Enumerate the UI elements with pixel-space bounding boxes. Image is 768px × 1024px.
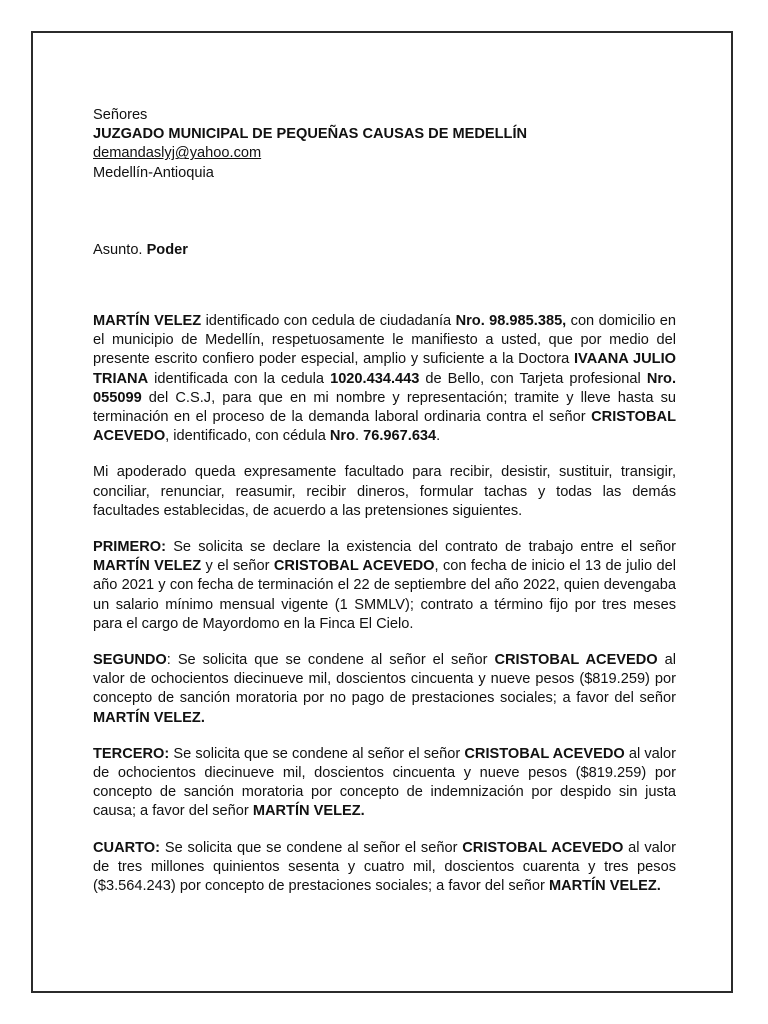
defendant-id: 76.967.634: [363, 428, 437, 445]
intro-paragraph: MARTÍN VELEZ identificado con cedula de ciudadanía Nro. 98.985.385, con domicilio en el municipio de Medellín, respetuosamente le manifiesto a usted, que por medio del presente escrito confiero poder especial, amplio y suficiente a la Doctora IVAANA JULIO TRIANA identificada con la cedula 1020.434.443 de Bello, con Tarjeta profesional Nro. 055099 del C.S.J, para que en mi nombre y representación; tramite y lleve hasta su terminación en el proceso de la demanda laboral ordinaria contra el señor CRISTOBAL ACEVEDO, identificado, con cédula Nro. 76.967.634.: [93, 313, 676, 445]
grantor-name: MARTÍN VELEZ: [93, 313, 202, 330]
subject-value: Poder: [146, 241, 188, 258]
claim-label: SEGUNDO: [93, 652, 167, 669]
subject-line: [93, 241, 676, 260]
document-body: [93, 106, 676, 896]
claim-label: CUARTO:: [93, 839, 161, 856]
lawyer-id: 1020.434.443: [330, 370, 420, 387]
claim-label: PRIMERO:: [93, 539, 166, 556]
claim-primero: PRIMERO: Se solicita se declare la existencia del contrato de trabajo entre el señor MARTÍN VELEZ y el señor CRISTOBAL ACEVEDO, con fecha de inicio el 13 de julio del año 2021 y con fecha de terminación el 22 de septiembre del año 2022, quien devengaba un salario mínimo mensual vigente (1 SMMLV); contrato a término fijo por tres meses para el cargo de Mayordomo en la Finca El Cielo.: [93, 539, 676, 632]
recipient-block: [93, 106, 676, 183]
claim-label: TERCERO:: [93, 745, 170, 762]
grantor-id: Nro. 98.985.385,: [455, 313, 567, 330]
court-email-link[interactable]: demandaslyj@yahoo.com: [93, 145, 262, 162]
subject-label: Asunto.: [93, 241, 143, 258]
claim-tercero: TERCERO: Se solicita que se condene al señor el señor CRISTOBAL ACEVEDO al valor de ochocientos diecinueve mil, doscientos cincuenta y nueve pesos ($819.259) por concepto de sanción moratoria por concepto de indemnización por despido sin justa causa; a favor del señor MARTÍN VELEZ.: [93, 745, 676, 820]
court-name: JUZGADO MUNICIPAL DE PEQUEÑAS CAUSAS DE MEDELLÍN: [93, 126, 528, 143]
lawyer-card-number: Nro. 055099: [93, 370, 676, 406]
city: Medellín-Antioquia: [93, 164, 214, 181]
claim-segundo: SEGUNDO: Se solicita que se condene al señor el señor CRISTOBAL ACEVEDO al valor de ochocientos diecinueve mil, doscientos cincuenta y nueve pesos ($819.259) por concepto de sanción moratoria por no pago de prestaciones sociales; a favor del señor MARTÍN VELEZ.: [93, 652, 676, 726]
powers-paragraph: Mi apoderado queda expresamente facultado para recibir, desistir, sustituir, transigir, conciliar, renunciar, reasumir, recibir dineros, formular tachas y todas las demás facultades establecidas, de acuerdo a las pretensiones siguientes.: [93, 464, 676, 519]
salutation: Señores: [93, 107, 148, 123]
defendant-name: CRISTOBAL ACEVEDO: [93, 409, 676, 445]
claim-cuarto: CUARTO: Se solicita que se condene al señor el señor CRISTOBAL ACEVEDO al valor de tres millones quinientos sesenta y cuatro mil, doscientos cuarenta y tres pesos ($3.564.243) por concepto de prestaciones sociales; a favor del señor MARTÍN VELEZ.: [93, 839, 676, 895]
lawyer-name: IVAANA JULIO TRIANA: [93, 351, 676, 387]
